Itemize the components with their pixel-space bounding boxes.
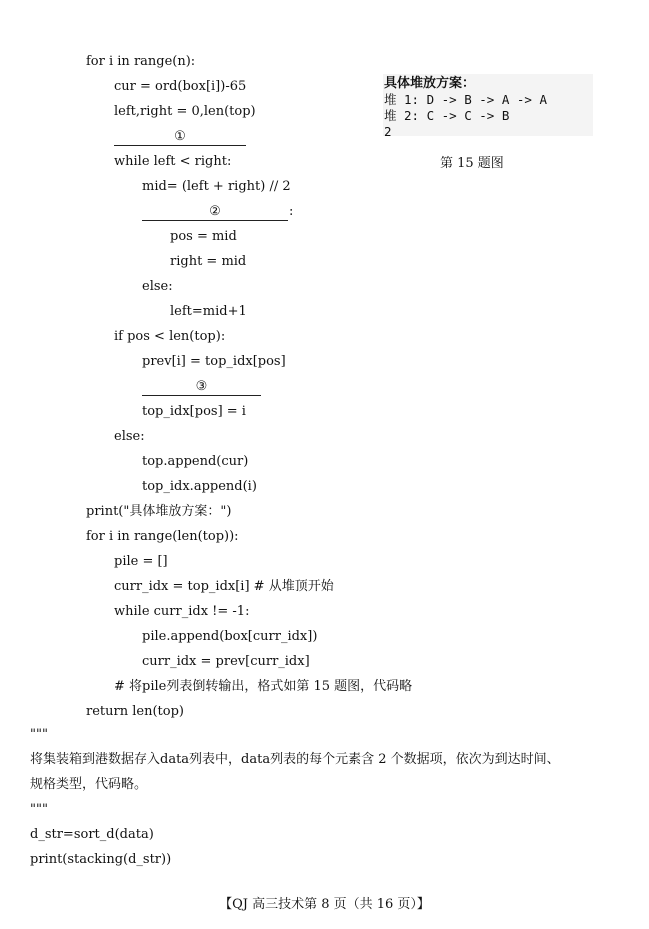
- figure-row: 2: [384, 124, 392, 139]
- figure-row: 堆 1: D -> B -> A -> A: [384, 92, 548, 107]
- code-line: pile = []: [114, 554, 168, 569]
- fill-blank-3: [142, 379, 261, 396]
- code-line: pos = mid: [170, 229, 237, 244]
- code-line: d_str=sort_d(data): [30, 827, 154, 842]
- fill-blank-2: [142, 204, 288, 221]
- code-line: for i in range(n):: [86, 54, 196, 69]
- code-line: else:: [114, 429, 145, 444]
- code-line: left,right = 0,len(top): [114, 104, 256, 119]
- blank-number: ③: [195, 379, 208, 394]
- blank-number: ①: [174, 129, 186, 144]
- code-line: print("具体堆放方案："): [86, 504, 232, 519]
- docstring-quote: """: [30, 727, 48, 742]
- figure-row: 堆 2: C -> C -> B: [384, 108, 510, 123]
- code-line: print(stacking(d_str)): [30, 852, 172, 867]
- paragraph-text: 将集装箱到港数据存入data列表中，data列表的每个元素含 2 个数据项，依次为到达时间、: [30, 752, 560, 767]
- code-line: return len(top): [86, 704, 184, 719]
- code-line: pile.append(box[curr_idx]): [142, 629, 318, 644]
- code-line: while left < right:: [114, 154, 232, 169]
- colon: :: [289, 204, 294, 219]
- code-line: curr_idx = top_idx[i] # 从堆顶开始: [114, 579, 334, 594]
- code-line: top_idx[pos] = i: [142, 404, 246, 419]
- blank-number: ②: [209, 204, 221, 219]
- code-line: cur = ord(box[i])-65: [114, 79, 247, 94]
- page-footer: 【QJ 高三技术第 8 页（共 16 页）】: [219, 897, 430, 912]
- code-comment: # 将pile列表倒转输出，格式如第 15 题图，代码略: [114, 679, 413, 694]
- figure-title: 具体堆放方案：: [384, 76, 476, 91]
- code-line: if pos < len(top):: [114, 329, 226, 344]
- fill-blank-1: [114, 129, 246, 146]
- paragraph-text: 规格类型，代码略。: [30, 777, 148, 792]
- code-line: right = mid: [170, 254, 247, 269]
- code-line: left=mid+1: [170, 304, 247, 319]
- figure-caption: 第 15 题图: [440, 156, 504, 171]
- code-line: while curr_idx != -1:: [114, 604, 250, 619]
- code-line: top.append(cur): [142, 454, 249, 469]
- code-line: prev[i] = top_idx[pos]: [142, 354, 286, 369]
- code-line: curr_idx = prev[curr_idx]: [142, 654, 310, 669]
- code-line: for i in range(len(top)):: [86, 529, 239, 544]
- code-line: mid= (left + right) // 2: [142, 179, 291, 194]
- docstring-quote: """: [30, 802, 48, 817]
- code-line: else:: [142, 279, 173, 294]
- code-line: top_idx.append(i): [142, 479, 257, 494]
